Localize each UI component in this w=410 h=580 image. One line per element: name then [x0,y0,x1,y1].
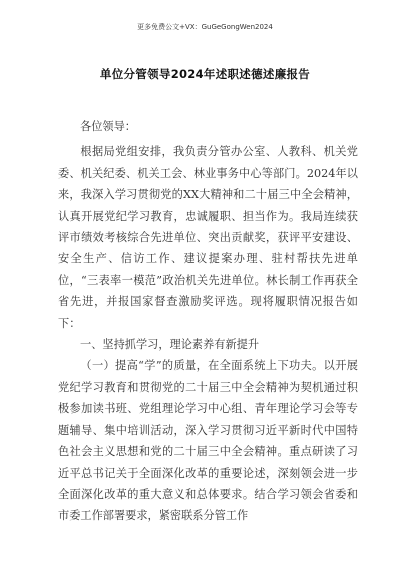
document-title: 单位分管领导2024年述职述德述廉报告 [99,67,311,81]
paragraph-intro: 根据局党组安排，我负责分管办公室、人教科、机关党委、机关纪委、机关工会、林业事务中心等部门。2024年以来，我深入学习贯彻党的XX大精神和二十届三中全会精神，认真开展党纪学习教育，忠诚履职、担当作为。我局连续获评市绩效考核综合先进单位、突出贡献奖，获评平安建设、安全生产、信访工作、建议提案办理、驻村帮扶先进单位，“三表率一模范”政治机关先进单位。林长制工作再获全省先进，并报国家督查激励奖评选。现将履职情况报告如下： [58,145,358,330]
salutation: 各位领导： [80,120,136,133]
page-header: 更多免费公文+VX：GuGeGongWen2024 [137,23,273,31]
paragraph-study: （一）提高“学”的质量，在全面系统上下功夫。以开展党纪学习教育和贯彻党的二十届三中全会精神为契机通过积极参加读书班、党组理论学习中心组、青年理论学习会等专题辅导、集中培训活动，深入学习贯彻习近平新时代中国特色社会主义思想和党的二十届三中全会精神。重点研读了习近平总书记关于全面深化改革的重要论述，深刻领会进一步全面深化改革的重大意义和总体要求。结合学习领会省委和市委工作部署要求，紧密联系分管工作 [58,359,358,523]
document-body [58,116,358,527]
section-heading: 一、坚持抓学习，理论素养有新提升 [80,338,260,352]
